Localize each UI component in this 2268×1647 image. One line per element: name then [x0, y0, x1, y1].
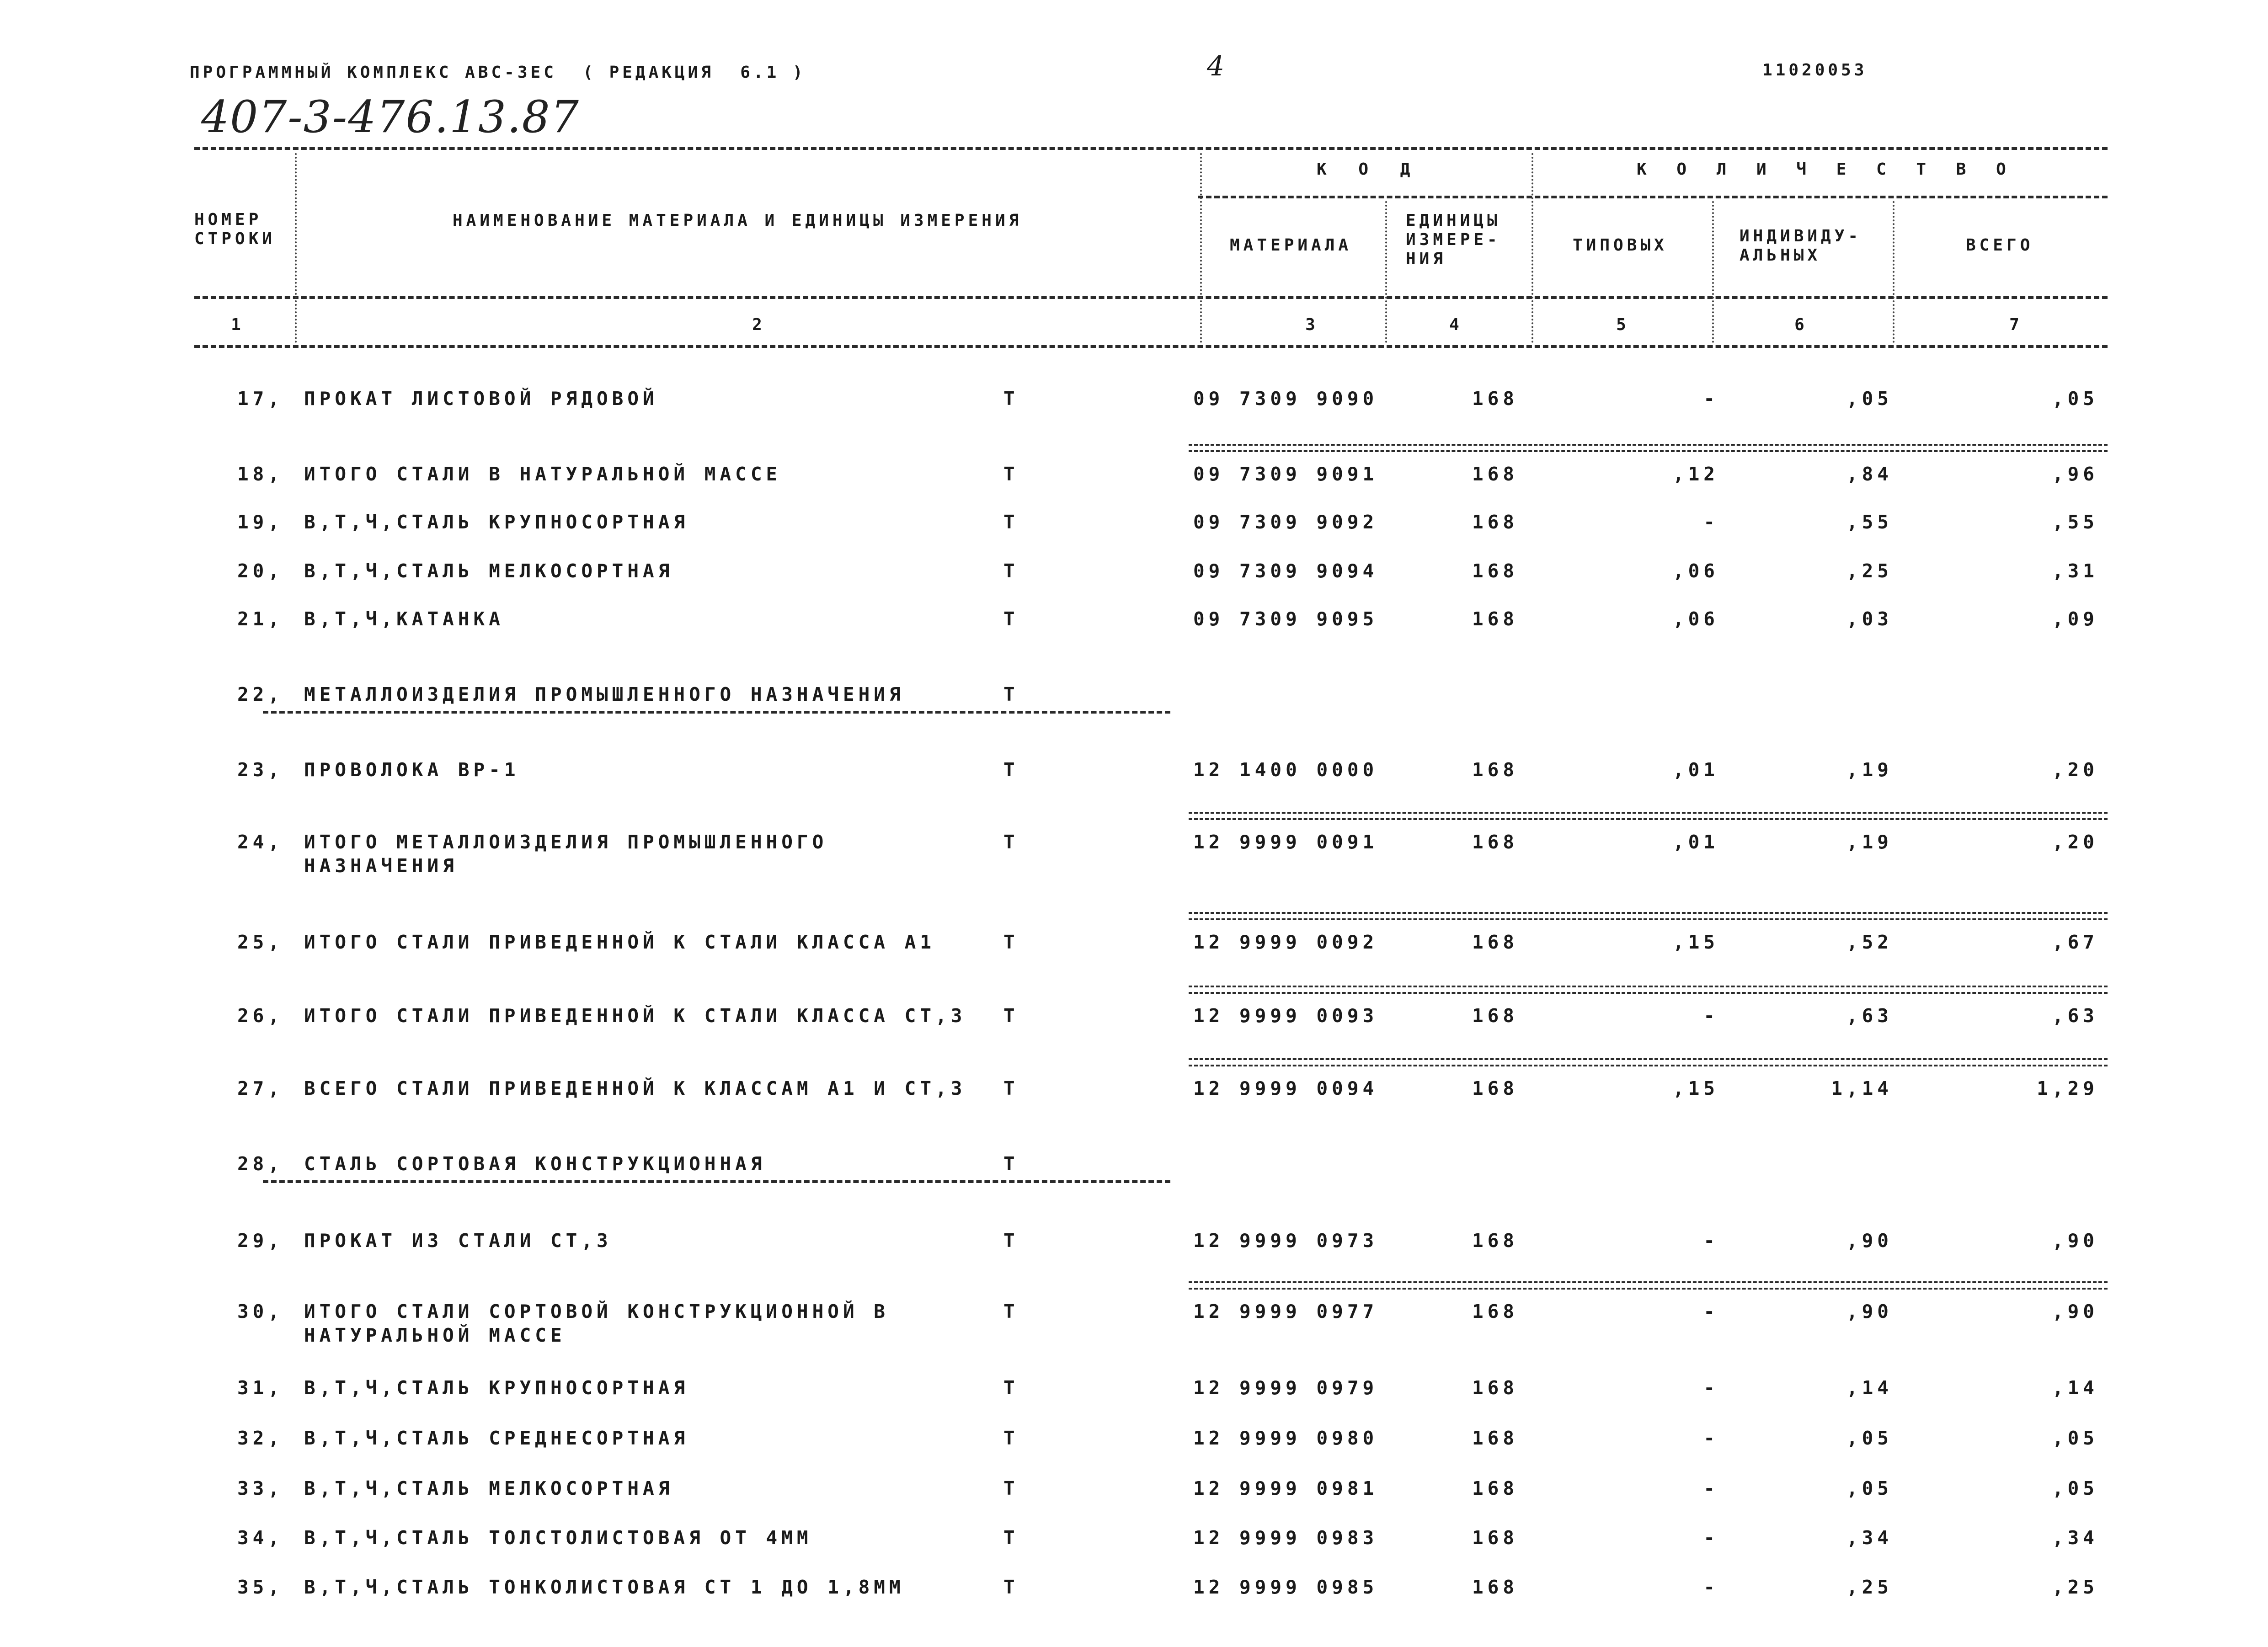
- qty-individual: ,05: [1846, 1477, 1893, 1499]
- page-number: 4: [1207, 50, 1225, 82]
- qty-individual: ,52: [1846, 931, 1893, 953]
- material-code: 12 9999 0980: [1193, 1427, 1378, 1449]
- row-number: 25,: [237, 931, 283, 953]
- material-name: В,Т,Ч,СТАЛЬ КРУПНОСОРТНАЯ: [304, 1377, 689, 1399]
- qty-total: ,31: [2052, 560, 2098, 582]
- row-number: 29,: [237, 1230, 283, 1252]
- unit: Т: [1003, 831, 1019, 853]
- qty-total: ,63: [2052, 1005, 2098, 1027]
- section-underline: [263, 711, 1170, 714]
- unit: Т: [1003, 608, 1019, 630]
- colnum-5: 5: [1616, 315, 1630, 334]
- material-code: 12 9999 0983: [1193, 1527, 1378, 1549]
- row-number: 27,: [237, 1077, 283, 1099]
- qty-typical: ,06: [1672, 560, 1719, 582]
- col-sep-5: [1712, 201, 1714, 343]
- code-qty-subrule: [1198, 196, 2108, 198]
- qty-individual: ,55: [1846, 511, 1893, 533]
- unit: Т: [1003, 560, 1019, 582]
- qty-individual: ,03: [1846, 608, 1893, 630]
- unit-code: 168: [1472, 931, 1519, 953]
- qty-individual: ,19: [1846, 831, 1893, 853]
- qty-typical: -: [1703, 1230, 1719, 1252]
- material-name: В,Т,Ч,СТАЛЬ СРЕДНЕСОРТНАЯ: [304, 1427, 689, 1449]
- unit-code: 168: [1472, 511, 1519, 533]
- header-code-material: МАТЕРИАЛА: [1230, 236, 1352, 255]
- header-row-number: НОМЕР СТРОКИ: [194, 210, 276, 248]
- material-code: 09 7309 9092: [1193, 511, 1378, 533]
- qty-total: ,05: [2052, 1477, 2098, 1499]
- unit-code: 168: [1472, 1301, 1519, 1322]
- row-number: 17,: [237, 388, 283, 410]
- subtotal-rule: [1189, 912, 2108, 920]
- qty-typical: -: [1703, 1427, 1719, 1449]
- unit-code: 168: [1472, 463, 1519, 485]
- row-number: 18,: [237, 463, 283, 485]
- unit-code: 168: [1472, 1427, 1519, 1449]
- unit: Т: [1003, 1427, 1019, 1449]
- material-name: ИТОГО СТАЛИ ПРИВЕДЕННОЙ К СТАЛИ КЛАССА А1: [304, 931, 936, 953]
- material-name: ПРОВОЛОКА ВР-1: [304, 759, 520, 781]
- header-quantity: К О Л И Ч Е С Т В О: [1637, 160, 2016, 179]
- material-name-cont: НАТУРАЛЬНОЙ МАССЕ: [304, 1324, 566, 1346]
- qty-typical: -: [1703, 1576, 1719, 1598]
- col-sep-6: [1893, 201, 1894, 343]
- col-sep-1: [295, 153, 297, 343]
- qty-total: ,14: [2052, 1377, 2098, 1399]
- qty-individual: ,05: [1846, 1427, 1893, 1449]
- subtotal-rule: [1189, 1058, 2108, 1066]
- col-sep-3: [1385, 201, 1387, 343]
- colnums-bottom-rule: [194, 345, 2108, 348]
- qty-individual: ,34: [1846, 1527, 1893, 1549]
- unit: Т: [1003, 1477, 1019, 1499]
- qty-total: ,05: [2052, 388, 2098, 410]
- material-name: В,Т,Ч,СТАЛЬ ТОЛСТОЛИСТОВАЯ ОТ 4ММ: [304, 1527, 812, 1549]
- row-number: 31,: [237, 1377, 283, 1399]
- unit: Т: [1003, 1377, 1019, 1399]
- qty-total: ,20: [2052, 759, 2098, 781]
- row-number: 19,: [237, 511, 283, 533]
- unit: Т: [1003, 1153, 1019, 1175]
- qty-total: ,96: [2052, 463, 2098, 485]
- header-bottom-rule: [194, 296, 2108, 299]
- unit-code: 168: [1472, 388, 1519, 410]
- row-number: 21,: [237, 608, 283, 630]
- qty-typical: ,06: [1672, 608, 1719, 630]
- material-name: ИТОГО СТАЛИ СОРТОВОЙ КОНСТРУКЦИОННОЙ В: [304, 1301, 889, 1322]
- qty-individual: ,90: [1846, 1230, 1893, 1252]
- unit-code: 168: [1472, 1527, 1519, 1549]
- unit-code: 168: [1472, 1077, 1519, 1099]
- table-top-rule: [194, 147, 2108, 150]
- subtotal-rule: [1189, 1281, 2108, 1290]
- material-name: СТАЛЬ СОРТОВАЯ КОНСТРУКЦИОННАЯ: [304, 1153, 766, 1175]
- header-code: К О Д: [1317, 160, 1421, 179]
- row-number: 28,: [237, 1153, 283, 1175]
- material-code: 12 9999 0094: [1193, 1077, 1378, 1099]
- unit: Т: [1003, 1527, 1019, 1549]
- row-number: 23,: [237, 759, 283, 781]
- qty-total: ,90: [2052, 1301, 2098, 1322]
- subtotal-rule: [1189, 986, 2108, 994]
- qty-individual: ,84: [1846, 463, 1893, 485]
- unit-code: 168: [1472, 759, 1519, 781]
- qty-total: ,34: [2052, 1527, 2098, 1549]
- row-number: 20,: [237, 560, 283, 582]
- qty-typical: -: [1703, 1377, 1719, 1399]
- unit: Т: [1003, 463, 1019, 485]
- material-name: ВСЕГО СТАЛИ ПРИВЕДЕННОЙ К КЛАССАМ А1 И СТ,3: [304, 1077, 966, 1099]
- material-name: МЕТАЛЛОИЗДЕЛИЯ ПРОМЫШЛЕННОГО НАЗНАЧЕНИЯ: [304, 683, 905, 705]
- header-qty-typical: ТИПОВЫХ: [1573, 236, 1668, 255]
- qty-total: ,67: [2052, 931, 2098, 953]
- unit-code: 168: [1472, 1230, 1519, 1252]
- colnum-1: 1: [231, 315, 245, 334]
- qty-individual: ,19: [1846, 759, 1893, 781]
- material-name: В,Т,Ч,СТАЛЬ МЕЛКОСОРТНАЯ: [304, 1477, 674, 1499]
- unit: Т: [1003, 388, 1019, 410]
- row-number: 22,: [237, 683, 283, 705]
- qty-individual: ,14: [1846, 1377, 1893, 1399]
- material-code: 12 9999 0093: [1193, 1005, 1378, 1027]
- qty-individual: ,05: [1846, 388, 1893, 410]
- header-qty-total: ВСЕГО: [1966, 236, 2034, 255]
- row-number: 33,: [237, 1477, 283, 1499]
- row-number: 26,: [237, 1005, 283, 1027]
- material-name: ПРОКАТ ИЗ СТАЛИ СТ,3: [304, 1230, 612, 1252]
- colnum-2: 2: [752, 315, 766, 334]
- qty-total: ,20: [2052, 831, 2098, 853]
- qty-typical: -: [1703, 1005, 1719, 1027]
- row-number: 32,: [237, 1427, 283, 1449]
- material-code: 09 7309 9090: [1193, 388, 1378, 410]
- qty-individual: ,25: [1846, 560, 1893, 582]
- colnum-7: 7: [2009, 315, 2023, 334]
- qty-individual: 1,14: [1831, 1077, 1893, 1099]
- subtotal-rule: [1189, 444, 2108, 452]
- unit-code: 168: [1472, 1005, 1519, 1027]
- row-number: 30,: [237, 1301, 283, 1322]
- unit: Т: [1003, 1005, 1019, 1027]
- unit: Т: [1003, 683, 1019, 705]
- material-code: 12 9999 0092: [1193, 931, 1378, 953]
- header-qty-individual: ИНДИВИДУ- АЛЬНЫХ: [1740, 227, 1862, 265]
- section-underline: [263, 1180, 1170, 1183]
- material-name: ПРОКАТ ЛИСТОВОЙ РЯДОВОЙ: [304, 388, 658, 410]
- qty-total: ,25: [2052, 1576, 2098, 1598]
- unit-code: 168: [1472, 831, 1519, 853]
- unit: Т: [1003, 931, 1019, 953]
- qty-typical: -: [1703, 1301, 1719, 1322]
- material-name: ИТОГО СТАЛИ В НАТУРАЛЬНОЙ МАССЕ: [304, 463, 782, 485]
- unit: Т: [1003, 1576, 1019, 1598]
- material-code: 09 7309 9094: [1193, 560, 1378, 582]
- qty-total: ,90: [2052, 1230, 2098, 1252]
- qty-individual: ,63: [1846, 1005, 1893, 1027]
- unit: Т: [1003, 1301, 1019, 1322]
- unit: Т: [1003, 1230, 1019, 1252]
- material-code: 12 9999 0977: [1193, 1301, 1378, 1322]
- qty-typical: -: [1703, 1477, 1719, 1499]
- material-name: ИТОГО СТАЛИ ПРИВЕДЕННОЙ К СТАЛИ КЛАССА СТ,3: [304, 1005, 966, 1027]
- qty-typical: ,01: [1672, 831, 1719, 853]
- qty-typical: ,15: [1672, 1077, 1719, 1099]
- colnum-4: 4: [1449, 315, 1463, 334]
- header-material-name: НАИМЕНОВАНИЕ МАТЕРИАЛА И ЕДИНИЦЫ ИЗМЕРЕНИЯ: [453, 211, 1023, 230]
- subtotal-rule: [1189, 812, 2108, 820]
- material-code: 12 1400 0000: [1193, 759, 1378, 781]
- row-number: 24,: [237, 831, 283, 853]
- col-sep-4: [1532, 153, 1533, 343]
- qty-typical: ,01: [1672, 759, 1719, 781]
- colnum-6: 6: [1794, 315, 1808, 334]
- unit: Т: [1003, 759, 1019, 781]
- material-name: В,Т,Ч,СТАЛЬ КРУПНОСОРТНАЯ: [304, 511, 689, 533]
- material-code: 12 9999 0979: [1193, 1377, 1378, 1399]
- material-code: 12 9999 0973: [1193, 1230, 1378, 1252]
- material-code: 09 7309 9095: [1193, 608, 1378, 630]
- unit-code: 168: [1472, 1576, 1519, 1598]
- program-title: ПРОГРАММНЫЙ КОМПЛЕКС АВС-ЗЕС ( РЕДАКЦИЯ 6.1 ): [190, 63, 806, 82]
- qty-typical: -: [1703, 388, 1719, 410]
- material-name: ИТОГО МЕТАЛЛОИЗДЕЛИЯ ПРОМЫШЛЕННОГО: [304, 831, 828, 853]
- qty-individual: ,25: [1846, 1576, 1893, 1598]
- material-name-cont: НАЗНАЧЕНИЯ: [304, 855, 458, 877]
- material-code: 12 9999 0091: [1193, 831, 1378, 853]
- col-sep-2: [1200, 153, 1202, 343]
- row-number: 34,: [237, 1527, 283, 1549]
- qty-total: ,09: [2052, 608, 2098, 630]
- material-code: 12 9999 0985: [1193, 1576, 1378, 1598]
- qty-typical: -: [1703, 1527, 1719, 1549]
- qty-individual: ,90: [1846, 1301, 1893, 1322]
- unit: Т: [1003, 1077, 1019, 1099]
- document-code: 11020053: [1762, 61, 1868, 80]
- material-name: В,Т,Ч,СТАЛЬ ТОНКОЛИСТОВАЯ СТ 1 ДО 1,8ММ: [304, 1576, 905, 1598]
- colnum-3: 3: [1305, 315, 1319, 334]
- header-code-unit: ЕДИНИЦЫ ИЗМЕРЕ- НИЯ: [1406, 211, 1501, 268]
- unit-code: 168: [1472, 608, 1519, 630]
- unit: Т: [1003, 511, 1019, 533]
- row-number: 35,: [237, 1576, 283, 1598]
- qty-total: ,55: [2052, 511, 2098, 533]
- unit-code: 168: [1472, 560, 1519, 582]
- material-code: 09 7309 9091: [1193, 463, 1378, 485]
- material-code: 12 9999 0981: [1193, 1477, 1378, 1499]
- unit-code: 168: [1472, 1477, 1519, 1499]
- material-name: В,Т,Ч,СТАЛЬ МЕЛКОСОРТНАЯ: [304, 560, 674, 582]
- qty-typical: ,15: [1672, 931, 1719, 953]
- qty-typical: -: [1703, 511, 1719, 533]
- unit-code: 168: [1472, 1377, 1519, 1399]
- qty-typical: ,12: [1672, 463, 1719, 485]
- qty-total: 1,29: [2037, 1077, 2098, 1099]
- material-name: В,Т,Ч,КАТАНКА: [304, 608, 504, 630]
- qty-total: ,05: [2052, 1427, 2098, 1449]
- handwritten-reference: 407-3-476.13.87: [201, 91, 580, 143]
